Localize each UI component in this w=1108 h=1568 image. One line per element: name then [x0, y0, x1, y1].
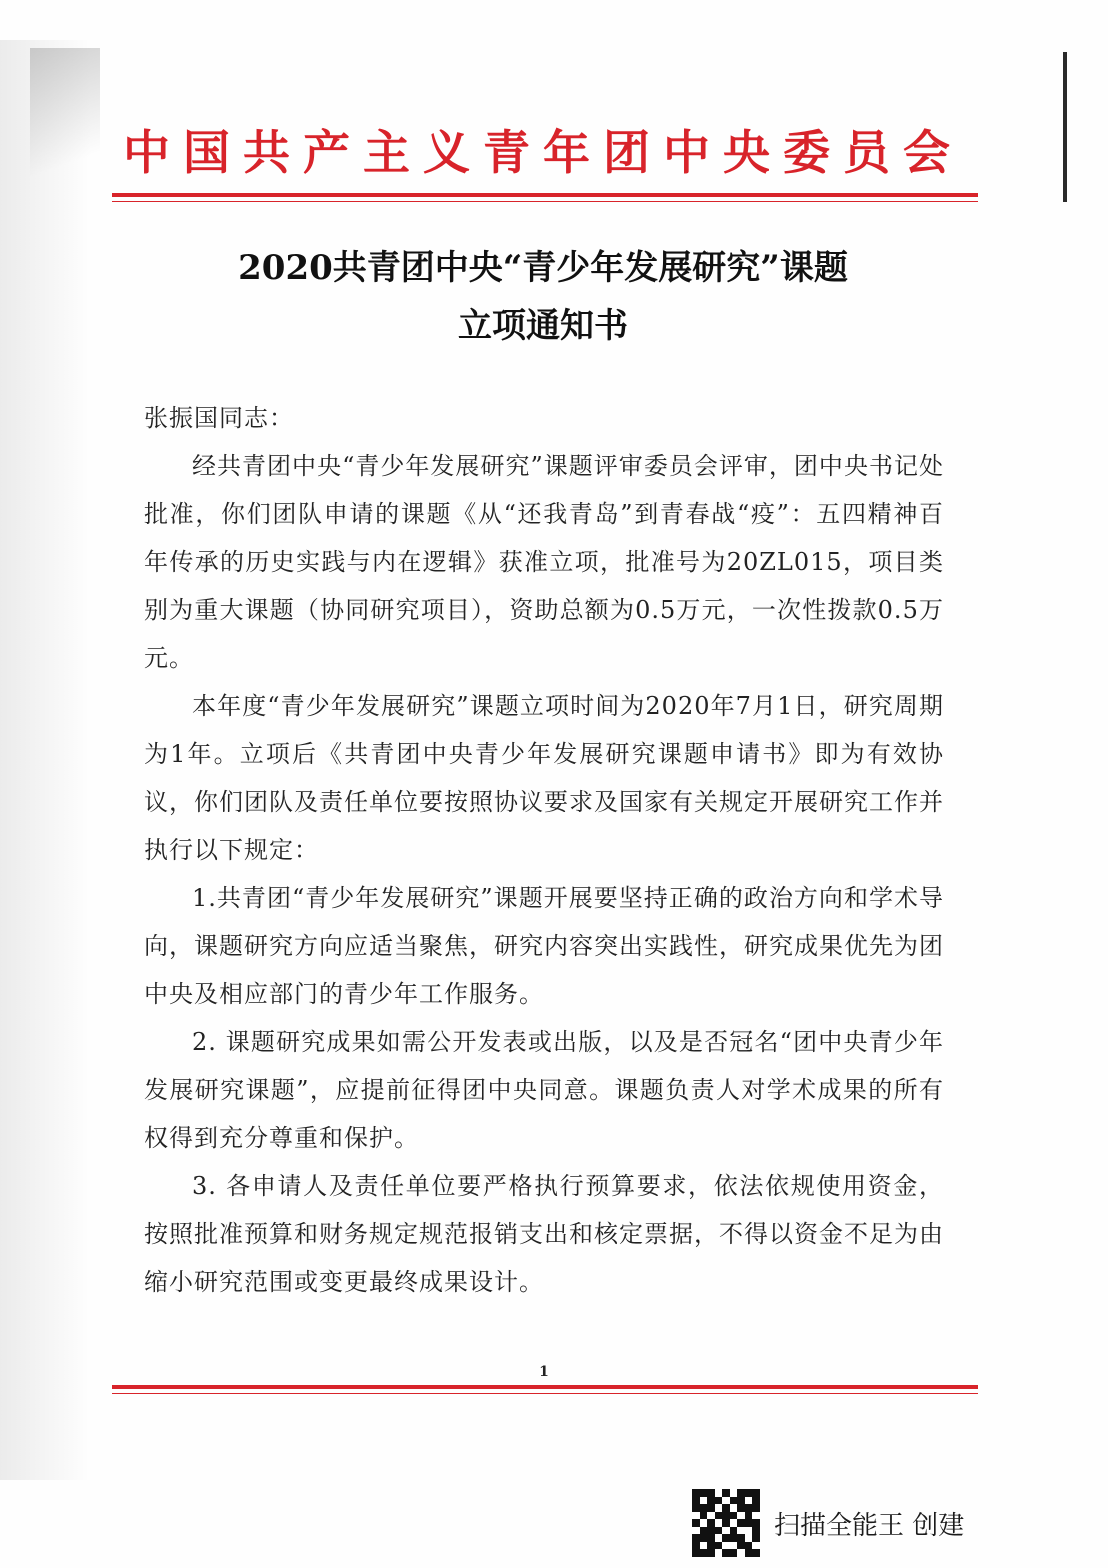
qr-code-icon [692, 1489, 760, 1557]
scanner-watermark [692, 1480, 964, 1566]
paragraph-rule-2: 2. 课题研究成果如需公开发表或出版，以及是否冠名“团中央青少年发展研究课题”，应提前征得团中央同意。课题负责人对学术成果的所有权得到充分尊重和保护。 [144, 1028, 944, 1152]
footer-divider [112, 1385, 978, 1389]
letterhead-org-name: 中国共产主义青年团中央委员会 [123, 126, 963, 181]
salutation: 张振国同志： [144, 404, 294, 432]
page-number: 1 [539, 1364, 549, 1380]
paragraph-rule-3: 3. 各申请人及责任单位要严格执行预算要求，依法依规使用资金，按照批准预算和财务规定规范报销支出和核定票据，不得以资金不足为由缩小研究范围或变更最终成果设计。 [144, 1172, 944, 1296]
document-body [144, 394, 944, 1306]
paragraph-approval: 经共青团中央“青少年发展研究”课题评审委员会评审，团中央书记处批准，你们团队申请的课题《从“还我青岛”到青春战“疫”：五四精神百年传承的历史实践与内在逻辑》获准立项，批准号为20ZL015，项目类别为重大课题（协同研究项目），资助总额为0.5万元，一次性拨款0.5万元。 [144, 452, 944, 672]
scan-shadow-corner [30, 48, 100, 208]
letterhead-divider-thin [112, 201, 978, 202]
letterhead-divider [112, 193, 978, 197]
document-title: 2020共青团中央“青少年发展研究”课题 [238, 248, 848, 288]
scan-edge [1063, 52, 1067, 202]
paragraph-rule-1: 1.共青团“青少年发展研究”课题开展要坚持正确的政治方向和学术导向，课题研究方向应适当聚焦，研究内容突出实践性，研究成果优先为团中央及相应部门的青少年工作服务。 [144, 884, 944, 1008]
footer-divider-thin [112, 1393, 978, 1394]
paragraph-schedule: 本年度“青少年发展研究”课题立项时间为2020年7月1日，研究周期为1年。立项后《共青团中央青少年发展研究课题申请书》即为有效协议，你们团队及责任单位要按照协议要求及国家有关规定开展研究工作并执行以下规定： [144, 692, 944, 864]
document-subtitle: 立项通知书 [458, 306, 628, 346]
scan-shadow [0, 40, 90, 1480]
scanner-credit: 扫描全能王 创建 [774, 1510, 965, 1541]
